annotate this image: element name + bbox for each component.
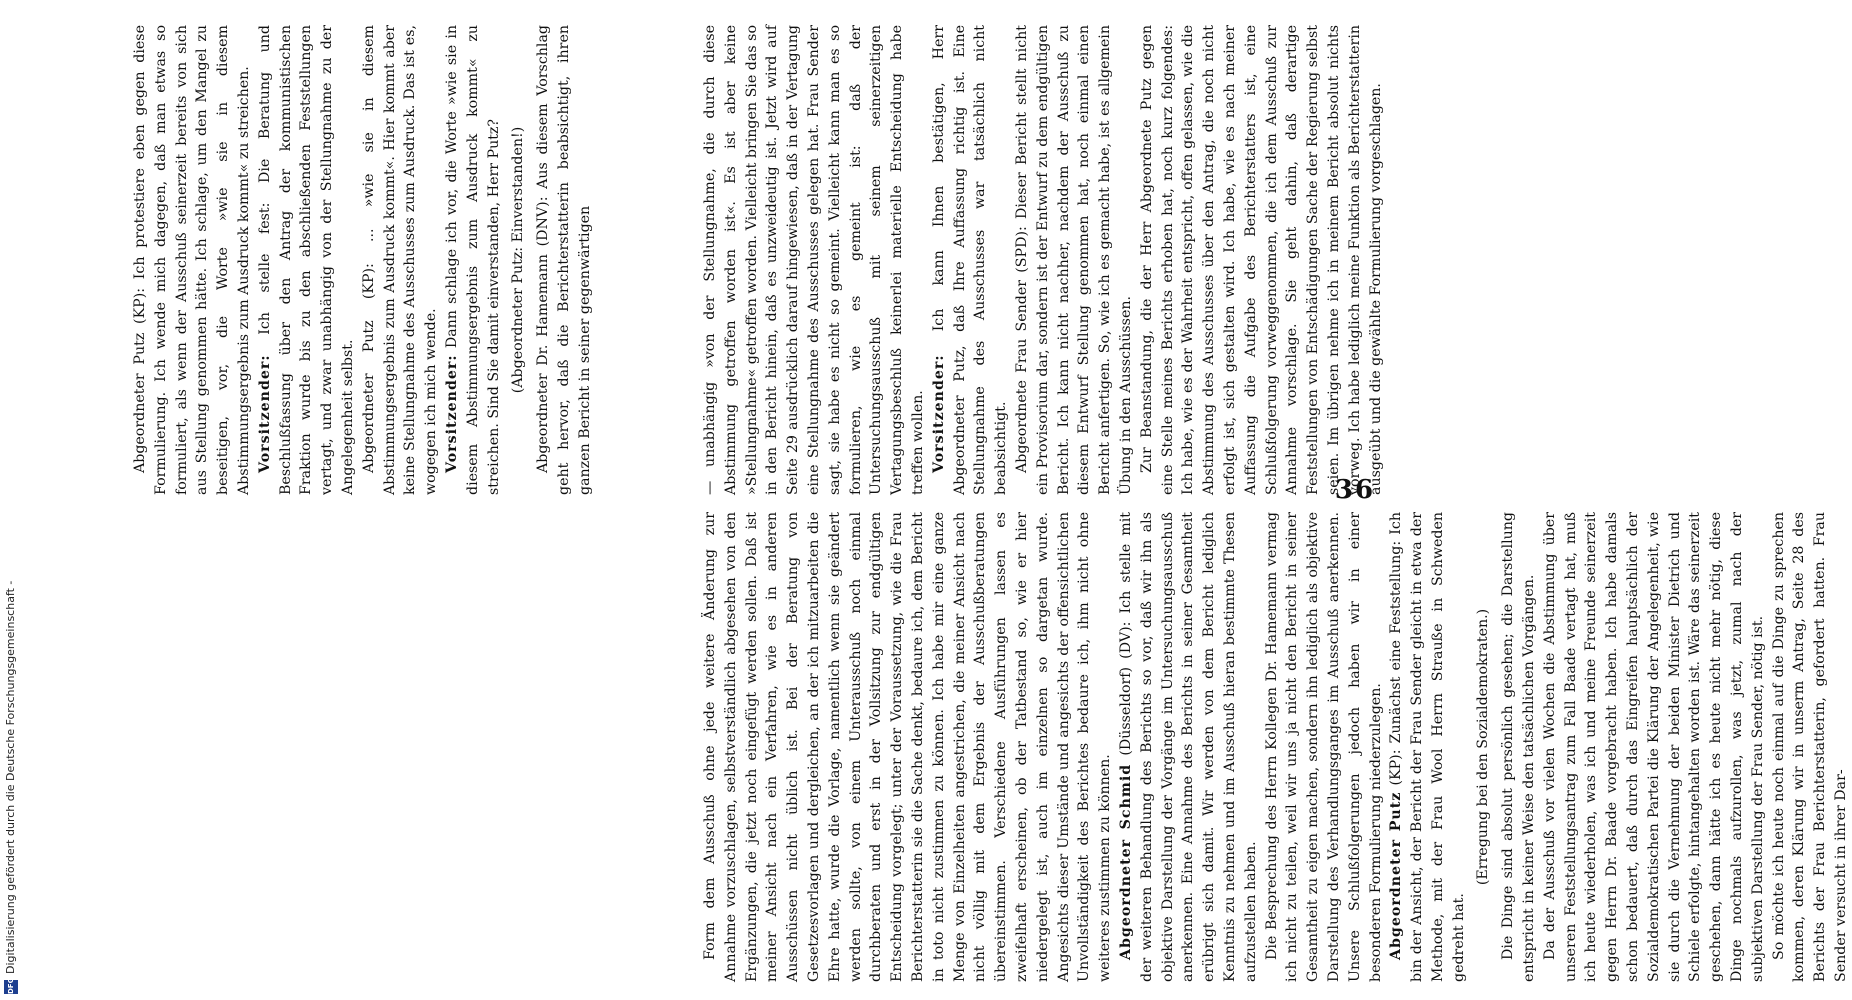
paragraph: Abgeordneter Dr. Hamemann (DNV): Aus diesem Vorschlag geht hervor, daß die Berichterstatterin beabsichtigt, ihren ganzen Bericht in seiner gegenwärtigen bbox=[535, 25, 593, 495]
stage-direction: (Erregung bei den Sozialdemokraten.) bbox=[1475, 608, 1492, 886]
paragraph: Abgeordneter Putz (KP): ... »wie sie in diesem Abstimmungsergebnis zum Ausdruck kommt«. Hier kommt aber keine Stellungnahme des Ausschusses zum Ausdruck. Das ist es, wogegen ich mich wende. bbox=[360, 25, 440, 495]
paragraph: Abgeordneter Putz (KP): Ich protestiere eben gegen diese Formulierung. Ich wende mich dagegen, daß man etwas so formuliert, als wenn der Ausschuß seinerzeit bereits von sich aus Stellung genommen hätte. Ich schlage, um den Mangel zu beseitigen, vor, die Worte »wie sie in diesem Abstimmungsergebnis zum Ausdruck kommt« zu streichen. bbox=[132, 25, 252, 495]
column-lower bbox=[130, 25, 770, 495]
paragraph: Abgeordneter Putz (KP): Zunächst eine Feststellung: Ich bin der Ansicht, der Bericht der Frau Sender gleicht in etwa der Methode, mit der Frau Wool Herrn Strauße in Schweden gedreht hat. bbox=[1388, 512, 1467, 982]
paragraph: — unabhängig »von der Stellungnahme, die durch diese Abstimmung getroffen worden ist«. Es ist aber keine »Stellungnahme« getroffen worden. Vielleicht bringen Sie das so in den Bericht hinein, daß es unzweideutig ist. Jetzt wird auf Seite 29 ausdrücklich darauf hingewiesen, daß in der Vertagung eine Stellungnahme des Ausschusses gelegen hat. Frau Sender sagt, sie habe es nicht so gemeint. Vielleicht kann man es so formulieren, wie es gemeint ist: daß der Untersuchungsausschuß mit seinem seinerzeitigen Vertagungsbeschluß keinerlei materielle Entscheidung habe treffen wollen. bbox=[702, 25, 926, 495]
speaker-name: Abgeordneter Putz bbox=[1388, 791, 1405, 960]
paragraph: Da der Ausschuß vor vielen Wochen die Abstimmung über unseren Feststellungsantrag zum Fall Baade vertagt hat, muß ich heute wiederholen, was ich und meine Freunde seinerzeit gegen Herrn Dr. Baade vorgebracht haben. Ich habe damals schon bedauert, daß durch das Eingreifen hauptsächlich der Sozialdemokratischen Partei die Klärung der Angelegenheit, wie sie durch die Vernehmung der beiden Minister Dietrich und Schiele erfolgte, hintangehalten worden ist. Wäre das seinerzeit geschehen, dann hätte ich es heute nicht mehr nötig, diese Dinge nochmals aufzurollen, was jetzt, zumal nach der subjektiven Darstellung der Frau Sender, nötig ist. bbox=[1541, 512, 1766, 982]
digitization-footer bbox=[0, 0, 22, 1000]
paragraph: Abgeordneter Schmid (Düsseldorf) (DV): Ich stelle mit der weiteren Behandlung des Berichts so vor, daß wir ihn als objektive Darstellung der Vorgänge im Untersuchungsausschuß anerkennen. Eine Annahme des Berichts in seiner Gesamtheit erübrigt sich damit. Wir werden von dem Bericht lediglich Kenntnis zu nehmen und im Ausschuß hieran bestimmte Thesen aufzustellen haben. bbox=[1117, 512, 1259, 982]
paragraph: Die Dinge sind absolut persönlich gesehen; die Darstellung entspricht in keiner Weise den tatsächlichen Vorgängen. bbox=[1500, 512, 1538, 982]
paragraph: Zur Beanstandung, die der Herr Abgeordnete Putz gegen eine Stelle meines Berichts erhoben hat, noch kurz folgendes: Ich habe, wie es der Wahrheit entspricht, offen gelassen, wie die Abstimmung des Ausschusses über den Antrag, die noch nicht erfolgt ist, sich gestalten wird. Ich habe, wie es nach meiner Auffassung die Aufgabe des Berichterstatters ist, eine Schlußfolgerung vorweggenommen, die ich dem Ausschuß zur Annahme vorschlage. Sie geht dahin, daß derartige Feststellungen von Entschädigungen Sache der Regierung selbst seien. Im übrigen nehme ich in meinem Bericht absolut nichts vorweg. Ich habe lediglich meine Funktion als Berichterstatterin ausgeübt und die gewählte Formulierung vorgeschlagen. bbox=[1138, 25, 1384, 495]
paragraph: Die Besprechung des Herrn Kollegen Dr. Hamemann vermag ich nicht zu teilen, weil wir uns ja nicht den Bericht in seiner Gesamtheit zu eigen machen, sondern ihn lediglich als objektive Darstellung des Verhandlungsganges im Ausschuß anerkennen. Unsere Schlußfolgerungen jedoch haben wir in einer besonderen Formulierung niederzulegen. bbox=[1263, 512, 1384, 982]
paragraph: Vorsitzender: Ich stelle fest: Die Beratung und Beschlußfassung über den Antrag der kommunistischen Fraktion wurde bis zu den abschließenden Feststellungen vertagt, und zwar unabhängig von der Stellungnahme zu der Angelegenheit selbst. bbox=[256, 25, 356, 495]
speaker-name: Vorsitzender: bbox=[930, 354, 947, 473]
paragraph: So möchte ich heute noch einmal auf die Dinge zu sprechen kommen, deren Klärung wir in unserm Antrag, Seite 28 des Berichts der Frau Berichterstatterin, gefordert hatten. Frau Sender versucht in ihrer Dar- bbox=[1770, 512, 1850, 982]
paragraph: Abgeordnete Frau Sender (SPD): Dieser Bericht stellt nicht ein Provisorium dar, sondern ist der Entwurf zu dem endgültigen Bericht. Ich kann nicht nachher, nachdem der Ausschuß zu diesem Entwurf Stellung genommen hat, noch einmal einen Bericht anfertigen. So, wie ich es gemacht habe, ist es allgemein Übung in den Ausschüssen. bbox=[1013, 25, 1134, 495]
stage-direction: (Abgeordneter Putz: Einverstanden!) bbox=[510, 126, 527, 394]
paragraph: Form dem Ausschuß ohne jede weitere Änderung zur Annahme vorzuschlagen, selbstverständlich abgesehen von den Ergänzungen, die jetzt noch eingefügt werden sollen. Daß ist meiner Ansicht nach ein Verfahren, wie es in anderen Ausschüssen nicht üblich ist. Bei der Beratung von Gesetzesvorlagen und dergleichen, an der ich mitzuarbeiten die Ehre hatte, wurde die Vorlage, namentlich wenn sie geändert werden sollte, von einem Unterausschuß noch einmal durchberaten und erst in der Vollsitzung zur endgültigen Entscheidung vorgelegt; unter der Voraussetzung, wie die Frau Berichterstatterin sie die Sache denkt, bedaure ich, dem Bericht in toto nicht zustimmen zu können. Ich habe mir eine ganze Menge von Einzelheiten angestrichen, die meiner Ansicht nach nicht völlig mit dem Ergebnis der Ausschußberatungen übereinstimmen. Verschiedene Ausführungen lassen es zweifelhaft erscheinen, ob der Tatbestand so, wie er hier niedergelegt ist, auch im einzelnen so dargetan wurde. Angesichts dieser Umstände und angesichts der offensichtlichen Unvollständigkeit des Berichtes bedaure ich, ihm nicht ohne weiteres zustimmen zu können. bbox=[702, 512, 1114, 982]
dfg-logo-icon: DFG bbox=[4, 980, 18, 994]
column-left bbox=[700, 512, 1850, 982]
paragraph: Vorsitzender: Ich kann Ihnen bestätigen, Herr Abgeordneter Putz, daß Ihre Auffassung richtig ist. Eine Stellungnahme des Ausschusses war tatsächlich nicht beabsichtigt. bbox=[930, 25, 1010, 495]
speaker-name: Abgeordneter Schmid bbox=[1117, 763, 1134, 960]
speaker-name: Vorsitzender: bbox=[443, 354, 460, 473]
page-lower-half bbox=[130, 0, 770, 1000]
page-number: 36 bbox=[1334, 474, 1376, 505]
footer-text: Digitalisierung gefördert durch die Deutsche Forschungsgemeinschaft - bbox=[4, 580, 17, 974]
paragraph: Vorsitzender: Dann schlage ich vor, die Worte »wie sie in diesem Abstimmungsergebnis zum Ausdruck kommt« zu streichen. Sind Sie damit einverstanden, Herr Putz? bbox=[443, 25, 502, 495]
speaker-name: Vorsitzender: bbox=[256, 354, 273, 473]
